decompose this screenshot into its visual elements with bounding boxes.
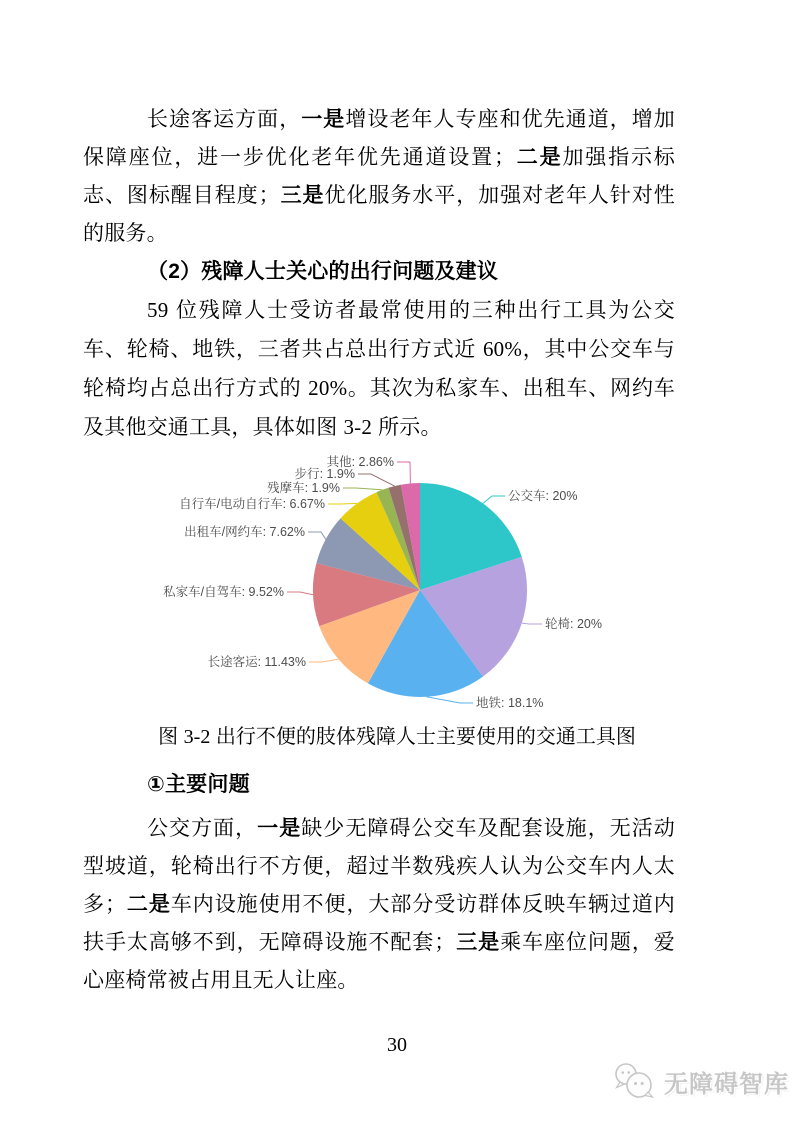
leader-line-7 [343,488,382,490]
leader-line-8 [358,474,395,486]
text-segment: 加强指示标志、图标醒目程度； [83,146,675,207]
leader-line-9 [397,462,410,483]
text-segment: 二是 [126,893,171,916]
brand-watermark [612,1061,789,1101]
page-content [83,101,675,1000]
section-heading-disabled-travel-issues: （2）残障人士关心的出行问题及建议 [147,260,499,283]
pie-label-8: 步行: 1.9% [294,467,355,481]
figure-pie-chart [130,450,700,718]
leader-line-5 [308,532,326,539]
text-segment: 20% [308,376,348,400]
leader-line-1 [522,623,542,624]
text-segment: 位残障人士受访者最常使用的三种出行工具为公交车、轮椅、地铁，三者共占总出行方式近 [83,299,675,361]
pie-label-9: 其他: 2.86% [326,455,394,469]
pie-chart-svg [130,450,700,718]
text-segment: ，其中公交车与轮椅均占总出行方式的 [83,338,675,400]
text-segment: 59 [147,298,169,322]
pie-label-0: 公交车: 20% [508,489,578,503]
text-segment: 二是 [515,146,563,169]
text-segment: 图 [158,726,184,748]
text-segment: 3-2 [183,726,211,748]
text-segment: 。其次为私家车、出租车、网约车及其他交通工具，具体如图 [83,377,675,439]
chat-bubbles-logo-icon [612,1061,656,1101]
text-segment: 车内设施使用不便，大部分受访群体反映车辆过道内扶手太高够不到，无障碍设施不配套； [83,893,675,954]
leader-line-3 [309,659,338,662]
text-segment: 缺少无障碍公交车及配套设施，无活动型坡道，轮椅出行不方便，超过半数残疾人认为公交车内人太多； [83,817,675,916]
text-segment: 乘车座位问题，爱心座椅常被占用且无人让座。 [83,931,675,992]
pie-label-6: 自行车/电动自行车: 6.67% [179,497,325,511]
leader-line-2 [426,697,473,703]
text-segment: 60% [482,337,523,361]
text-segment: 一是 [301,108,346,131]
text-segment: 三是 [455,931,501,954]
text-segment: 3-2 [343,415,373,439]
text-segment: 所示。 [372,416,442,439]
pie-label-4: 私家车/自驾车: 9.52% [163,585,284,599]
brand-name: 无障碍智库 [664,1070,789,1098]
page-number: 30 [387,1034,407,1056]
text-segment: 长途客运方面， [147,108,302,131]
paragraph-long-distance-transport [83,101,675,253]
pie-label-2: 地铁: 18.1% [476,696,544,710]
text-segment: 公交方面， [147,817,258,840]
pie-label-1: 轮椅: 20% [545,617,602,631]
pie-label-3: 长途客运: 11.43% [207,655,306,669]
pie-label-5: 出租车/网约车: 7.62% [184,525,305,539]
leader-line-4 [287,592,313,595]
leader-line-0 [483,496,505,503]
subsection-heading-main-problems: ①主要问题 [147,773,250,796]
paragraph-bus-problems [83,810,675,1000]
pie-label-7: 残摩车: 1.9% [267,481,340,495]
text-segment: 优化服务水平，加强对老年人针对性的服务。 [83,184,675,245]
text-segment: 三是 [279,184,325,207]
text-segment: 出行不便的肢体残障人士主要使用的交通工具图 [210,726,636,748]
paragraph-survey-results [83,291,675,447]
figure-caption [0,718,794,756]
leader-line-6 [328,503,357,504]
text-segment: 增设老年人专座和优先通道，增加保障座位，进一步优化老年优先通道设置； [83,108,676,169]
text-segment: 一是 [257,817,302,840]
